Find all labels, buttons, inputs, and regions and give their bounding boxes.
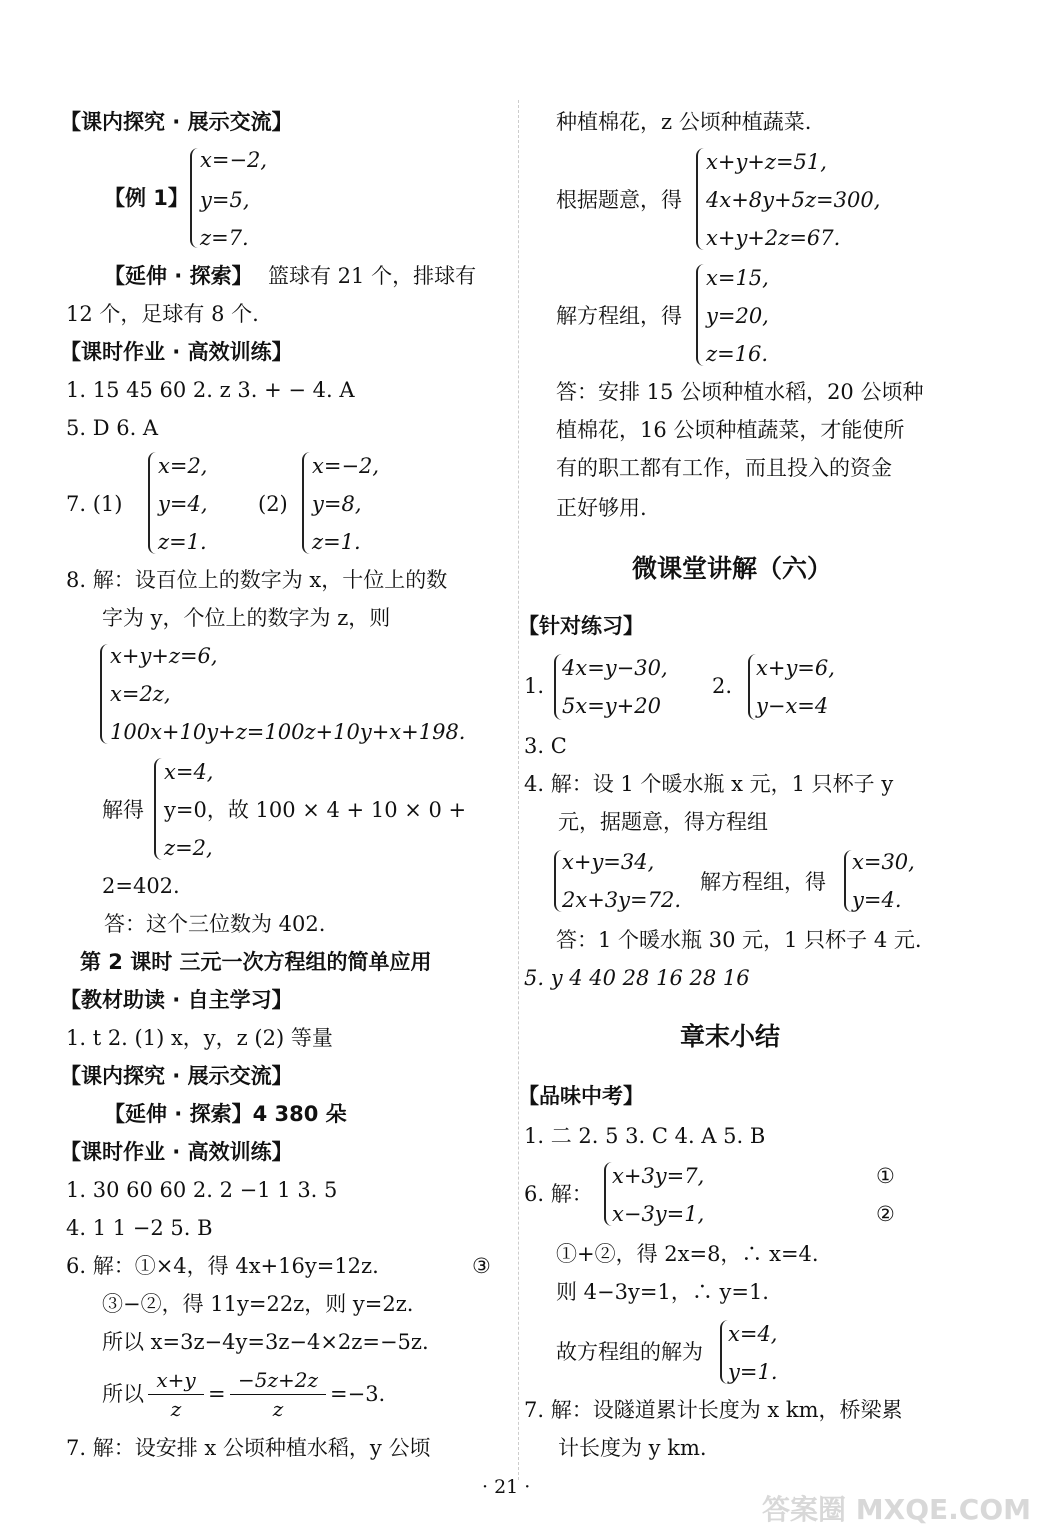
text-line: 有的职工都有工作，而且投入的资金	[556, 456, 892, 480]
equation: z=1.	[158, 530, 207, 554]
answer-line: 1. t 2. (1) x，y，z (2) 等量	[66, 1026, 333, 1050]
extension-heading: 【延伸 · 探索】	[104, 264, 253, 288]
fraction	[230, 1368, 326, 1421]
text-line: ③−②，得 11y=22z，则 y=2z.	[102, 1292, 414, 1316]
text-line: 7. 解：设安排 x 公顷种植水稻，y 公顷	[66, 1436, 431, 1460]
text-line: 根据题意，得	[556, 188, 682, 212]
text-line: 解得	[102, 798, 144, 822]
text-line: =	[208, 1382, 226, 1406]
section-heading: 【课内探究 · 展示交流】	[60, 110, 293, 134]
equation: z=7.	[200, 226, 249, 250]
question-label: 7. (1)	[66, 492, 123, 516]
section-title: 微课堂讲解（六）	[632, 554, 833, 583]
text-line: 4. 解：设 1 个暖水瓶 x 元，1 只杯子 y	[524, 772, 894, 796]
text-line: 字为 y，个位上的数字为 z，则	[102, 606, 391, 630]
equation: x=4,	[164, 760, 214, 784]
equation: y=4,	[158, 492, 208, 516]
text-line: 6. 解：①×4，得 4x+16y=12z.	[66, 1254, 379, 1278]
text-line: 解方程组，得	[700, 870, 826, 894]
section-heading: 【课时作业 · 高效训练】	[60, 340, 293, 364]
equation: 2x+3y=72.	[562, 888, 682, 912]
text-line: 答：安排 15 公顷种植水稻，20 公顷种	[556, 380, 924, 404]
equation: x−3y=1,	[612, 1202, 705, 1226]
brace	[100, 644, 110, 744]
section-heading: 【品味中考】	[518, 1084, 644, 1108]
equation: x=−2,	[200, 148, 268, 172]
equation: z=16.	[706, 342, 769, 366]
equation: y=8,	[312, 492, 362, 516]
equation: 5x=y+20	[562, 694, 661, 718]
equation: 4x+8y+5z=300,	[706, 188, 881, 212]
equation: x=30,	[852, 850, 915, 874]
text-line: 12 个，足球有 8 个.	[66, 302, 259, 326]
circled-number: ①	[876, 1164, 895, 1188]
equation: y−x=4	[756, 694, 829, 718]
question-label: 2.	[712, 674, 733, 698]
question-label: (2)	[258, 492, 288, 516]
text-line: 所以 x=3z−4y=3z−4×2z=−5z.	[102, 1330, 429, 1354]
equation: x+y+2z=67.	[706, 226, 841, 250]
fraction	[148, 1368, 204, 1421]
text-line: 则 4−3y=1，∴ y=1.	[556, 1280, 769, 1304]
equation: x=2,	[158, 454, 208, 478]
section-title: 章末小结	[680, 1022, 781, 1051]
text-line: 植棉花，16 公顷种植蔬菜，才能使所	[556, 418, 905, 442]
example-label: 【例 1】	[104, 186, 189, 210]
brace	[696, 264, 706, 366]
equation: 100x+10y+z=100z+10y+x+198.	[110, 720, 466, 744]
extension-heading: 【延伸 · 探索】4 380 朵	[104, 1102, 347, 1126]
text-line: 8. 解：设百位上的数字为 x，十位上的数	[66, 568, 448, 592]
equation: x+y=34,	[562, 850, 655, 874]
page-number: · 21 ·	[482, 1476, 531, 1498]
equation: x=15,	[706, 266, 769, 290]
text-line: 7. 解：设隧道累计长度为 x km，桥梁累	[524, 1398, 903, 1422]
circled-number: ③	[472, 1254, 491, 1278]
equation: y=5,	[200, 188, 250, 212]
answer-line: 1. 15 45 60 2. z 3. + − 4. A	[66, 378, 355, 402]
answer-line: 1. 二 2. 5 3. C 4. A 5. B	[524, 1124, 766, 1148]
numerator: −5z+2z	[237, 1368, 319, 1392]
equation: x=4,	[728, 1322, 778, 1346]
equation: y=1.	[728, 1360, 778, 1384]
section-heading: 【课内探究 · 展示交流】	[60, 1064, 293, 1088]
section-heading: 【针对练习】	[518, 614, 644, 638]
denominator: z	[272, 1397, 284, 1421]
equation: x=−2,	[312, 454, 380, 478]
question-label: 1.	[524, 674, 545, 698]
equation: x=2z,	[110, 682, 171, 706]
text-line: 答：1 个暖水瓶 30 元，1 只杯子 4 元.	[556, 928, 922, 952]
equation: y=20,	[706, 304, 769, 328]
denominator: z	[170, 1397, 182, 1421]
text-line: 6. 解：	[524, 1182, 593, 1206]
answer-line: 5. y 4 40 28 16 28 16	[524, 966, 750, 990]
brace	[190, 148, 200, 248]
brace	[696, 148, 706, 250]
equation: x+y+z=51,	[706, 150, 827, 174]
equation: y=4.	[852, 888, 902, 912]
text-line: 计长度为 y km.	[558, 1436, 707, 1460]
brace	[154, 758, 164, 860]
equation: 4x=y−30,	[562, 656, 668, 680]
section-heading: 【课时作业 · 高效训练】	[60, 1140, 293, 1164]
equation: x+y+z=6,	[110, 644, 218, 668]
text-line: 故方程组的解为	[556, 1340, 703, 1364]
text-line: 所以	[102, 1382, 144, 1406]
equation: x+y=6,	[756, 656, 835, 680]
equation: z=2,	[164, 836, 213, 860]
text-line: 元，据题意，得方程组	[558, 810, 768, 834]
section-heading: 【教材助读 · 自主学习】	[60, 988, 293, 1012]
circled-number: ②	[876, 1202, 895, 1226]
column-divider	[518, 100, 519, 1480]
text-line: 种植棉花，z 公顷种植蔬菜.	[556, 110, 812, 134]
answer-line: 5. D 6. A	[66, 416, 159, 440]
text-line: 正好够用.	[556, 496, 647, 520]
text-line: 答：这个三位数为 402.	[104, 912, 326, 936]
lesson-title: 第 2 课时 三元一次方程组的简单应用	[80, 950, 432, 974]
equation: z=1.	[312, 530, 361, 554]
answer-line: 3. C	[524, 734, 567, 758]
numerator: x+y	[156, 1368, 196, 1392]
text-line: 2=402.	[102, 874, 180, 898]
equation: x+3y=7,	[612, 1164, 705, 1188]
brace	[302, 452, 312, 554]
text-line: ①+②，得 2x=8，∴ x=4.	[556, 1242, 819, 1266]
brace	[148, 452, 158, 554]
equation: y=0，故 100 × 4 + 10 × 0 +	[164, 798, 467, 822]
text-line: 篮球有 21 个，排球有	[268, 264, 477, 288]
answer-line: 4. 1 1 −2 5. B	[66, 1216, 213, 1240]
text-line: 解方程组，得	[556, 304, 682, 328]
answer-line: 1. 30 60 60 2. 2 −1 1 3. 5	[66, 1178, 338, 1202]
text-line: =−3.	[330, 1382, 386, 1406]
watermark-logo: 答案圈 MXQE.COM	[762, 1493, 1031, 1526]
